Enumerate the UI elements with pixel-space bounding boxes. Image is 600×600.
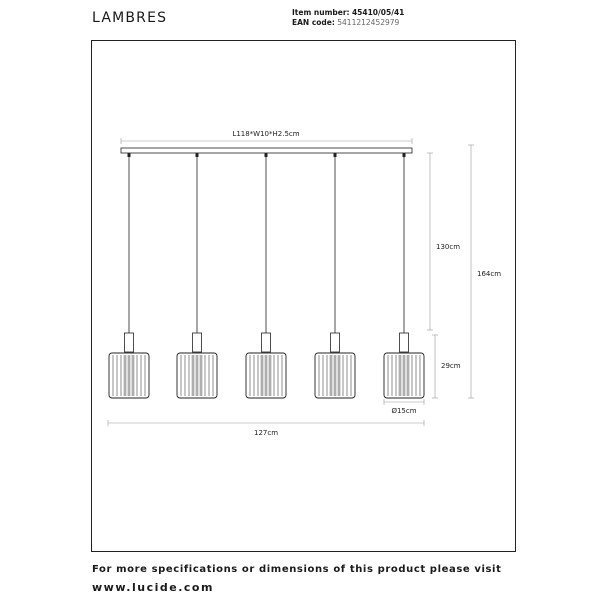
item-number-label: Item number:	[292, 8, 350, 17]
total-width-dimension	[108, 420, 424, 437]
shade-diameter-label: Ø15cm	[391, 407, 417, 415]
cable-dimension-label: 130cm	[436, 243, 461, 251]
shade-height-label: 29cm	[441, 362, 461, 370]
canopy-dimension	[121, 130, 412, 144]
shade-diameter-dimension	[384, 399, 424, 415]
pendants	[109, 153, 424, 398]
total-width-label: 127cm	[253, 429, 279, 437]
product-title: LAMBRES	[92, 10, 168, 26]
ean-label: EAN code:	[292, 18, 335, 27]
canopy-bar	[121, 148, 412, 153]
pendant-3	[246, 153, 286, 398]
ean-value: 5411212452979	[337, 18, 400, 27]
cable-dimension	[427, 153, 460, 330]
shade-height-dimension	[432, 335, 461, 398]
website-link[interactable]: www.lucide.com	[92, 581, 214, 594]
footer-note: For more specifications or dimensions of this product please visit	[92, 564, 502, 575]
pendant-2	[177, 153, 217, 398]
total-height-dimension	[468, 145, 501, 398]
total-height-label: 164cm	[477, 270, 502, 278]
pendant-5	[384, 153, 424, 398]
pendant-1	[109, 153, 149, 398]
pendant-4	[315, 153, 355, 398]
item-number-value: 45410/05/41	[351, 8, 405, 17]
canopy-dimension-label: L118*W10*H2.5cm	[232, 130, 300, 138]
